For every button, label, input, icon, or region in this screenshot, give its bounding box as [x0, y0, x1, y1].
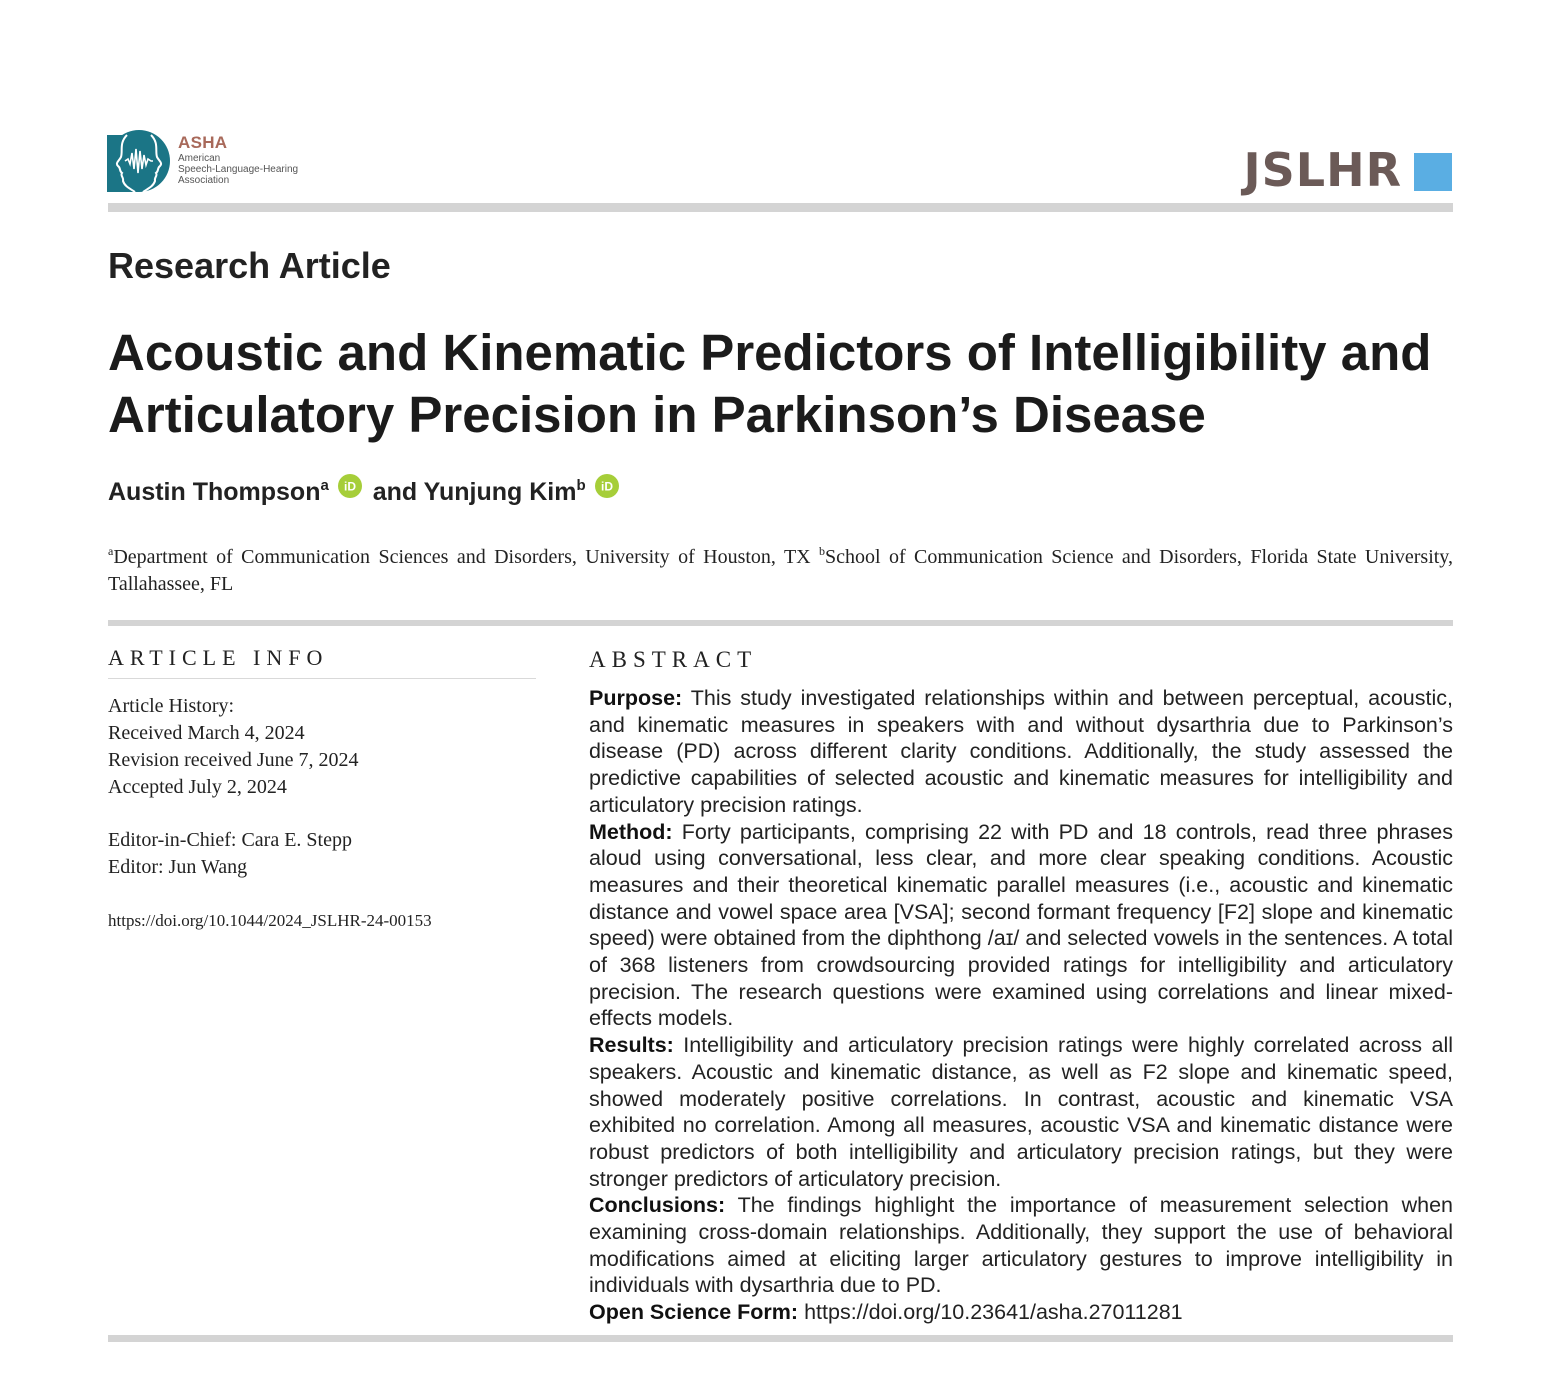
author-list — [108, 474, 623, 507]
header-divider — [108, 203, 1453, 212]
open-science-form — [589, 1299, 1453, 1326]
affiliation-key: a — [108, 544, 114, 558]
section-divider — [108, 620, 1453, 626]
society-full-name — [178, 153, 298, 186]
article-title: Acoustic and Kinematic Predictors of Intelligibility and Articulatory Precision in Parkinson’s Disease — [108, 324, 1432, 443]
article-type: Research Article — [108, 245, 391, 286]
abstract-method — [589, 819, 1453, 1033]
method-label: Method: — [589, 819, 673, 844]
received-date: Received March 4, 2024 — [108, 722, 305, 744]
article-info — [108, 693, 432, 934]
history-label: Article History: — [108, 695, 235, 717]
purpose-label: Purpose: — [589, 686, 683, 710]
results-text: Intelligibility and articulatory precision ratings were highly correlated across all speakers. Acoustic and kinematic distance, as well as F2 slope and kinematic speed, showed moderately positive correlations. In contrast, acoustic and kinematic VSA exhibited no correlation. Among all measures, acoustic VSA and kinematic distance were robust predictors of both intelligibility and articulatory precision ratings, but they were stronger predictors of articulatory precision. — [589, 1033, 1453, 1191]
journal-brand — [1244, 142, 1452, 198]
conclusions-text: The findings highlight the importance of measurement selection when examining cross-domain relationships. Additionally, they support the use of behavioral modifications aimed at eliciting larger articulatory gestures to improve intelligibility in individuals with dysarthria due to PD. — [589, 1193, 1453, 1298]
affiliations — [108, 538, 1453, 598]
abstract-body — [589, 685, 1453, 1326]
accepted-date: Accepted July 2, 2024 — [108, 776, 287, 798]
society-name-line: American — [178, 153, 221, 164]
affiliation-marker: b — [576, 477, 586, 494]
author-joiner: and — [365, 478, 424, 506]
abstract-purpose — [589, 685, 1453, 819]
journal-color-square — [1414, 153, 1452, 191]
society-name-line: Speech-Language-Hearing — [178, 164, 299, 175]
journal-name: JSLHR — [1243, 143, 1402, 197]
author-name[interactable]: Austin Thompson — [108, 478, 321, 506]
editor-in-chief: Editor-in-Chief: Cara E. Stepp — [108, 829, 352, 851]
footer-divider — [108, 1335, 1453, 1342]
author-name[interactable]: Yunjung Kim — [423, 478, 577, 506]
article-info-heading: ARTICLE INFO — [108, 645, 329, 670]
article-doi-link[interactable]: https://doi.org/10.1044/2024_JSLHR-24-00153 — [108, 911, 432, 930]
society-abbreviation: ASHA — [178, 133, 228, 152]
purpose-text: This study investigated relationships within and between perceptual, acoustic, and kinematic measures in speakers with and without dysarthria due to Parkinson’s disease (PD) across different clarity conditions. Additionally, the study assessed the predictive capabilities of selected acoustic and kinematic measures for intelligibility and articulatory precision ratings. — [589, 686, 1453, 817]
orcid-icon[interactable] — [595, 474, 619, 498]
conclusions-label: Conclusions: — [589, 1193, 726, 1218]
affiliation-text: School of Communication Science and Disorders, Florida State University, Tallahassee, FL — [108, 546, 1454, 595]
open-science-link[interactable]: https://doi.org/10.23641/asha.27011281 — [804, 1300, 1183, 1325]
abstract-conclusions — [589, 1192, 1453, 1299]
abstract-heading: ABSTRACT — [589, 647, 758, 672]
affiliation-marker: a — [320, 477, 329, 494]
society-name-line: Association — [178, 175, 230, 186]
affiliation-key: b — [819, 544, 826, 558]
method-text: Forty participants, comprising 22 with PD and 18 controls, read three phrases aloud using conversational, less clear, and more clear speaking conditions. Acoustic measures and their theoretical kinematic parallel measures (i.e., acoustic and kinematic distance and vowel space area [VSA]; second formant frequency [F2] slope and kinematic speed) were obtained from the diphthong /aɪ/ and selected vowels in the sentences. A total of 368 listeners from crowdsourcing provided ratings for intelligibility and articulatory precision. The research questions were examined using correlations and linear mixed-effects models. — [589, 819, 1453, 1031]
revision-date: Revision received June 7, 2024 — [108, 749, 359, 771]
orcid-icon[interactable] — [338, 474, 362, 498]
abstract-results — [589, 1032, 1453, 1192]
results-label: Results: — [589, 1033, 674, 1058]
svg-text:iD: iD — [600, 479, 613, 494]
asha-logo-icon — [107, 129, 171, 193]
affiliation-text: Department of Communication Sciences and Disorders, University of Houston, TX — [113, 546, 811, 568]
article-info-rule — [108, 678, 536, 679]
editor: Editor: Jun Wang — [108, 856, 248, 878]
open-science-label: Open Science Form: — [589, 1300, 799, 1325]
svg-text:iD: iD — [343, 479, 356, 494]
